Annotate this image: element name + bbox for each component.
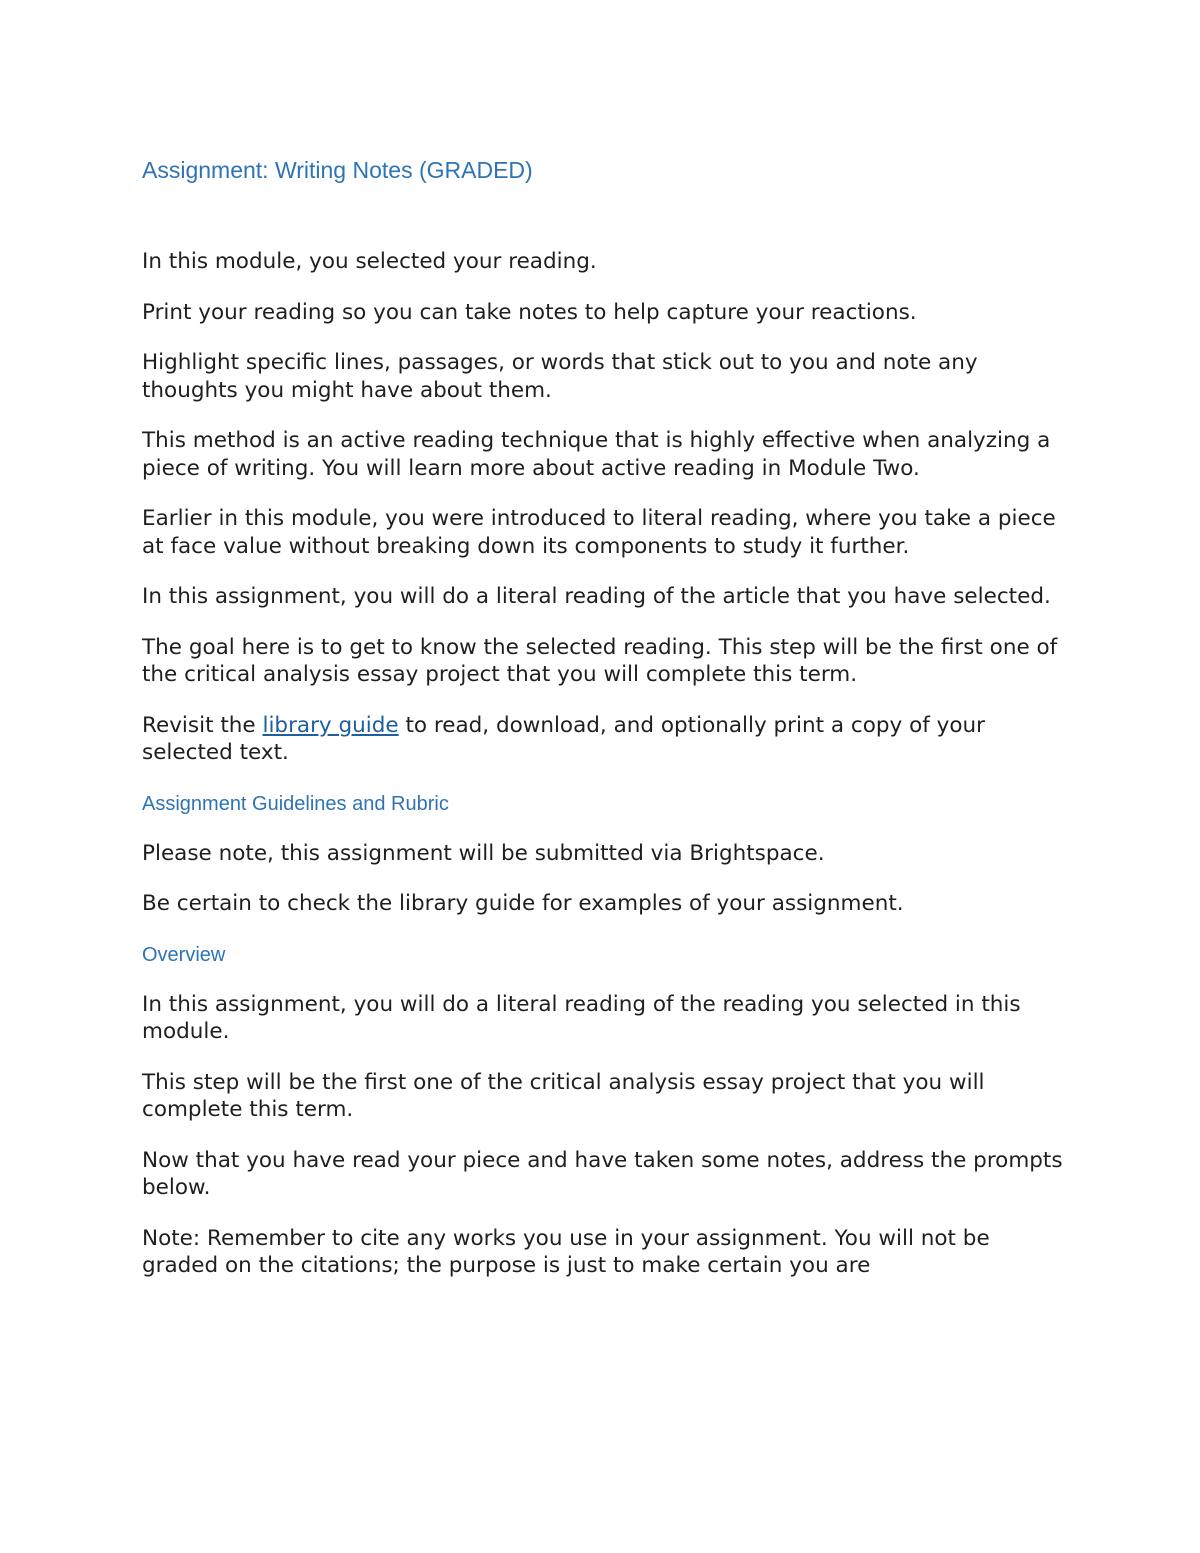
paragraph-active-reading: This method is an active reading technique that is highly effective when analyzing a piece of writing. You will learn more about active reading in Module Two. [142, 428, 1051, 481]
paragraph-revisit [142, 712, 1072, 767]
overview-heading: Overview [142, 943, 226, 966]
document-title: Assignment: Writing Notes (GRADED) [142, 157, 533, 183]
paragraph-selected-reading: In this module, you selected your reading. [142, 249, 597, 274]
paragraph-overview-note: Note: Remember to cite any works you use in your assignment. You will not be graded on the citations; the purpose is just to make certain you are [142, 1225, 990, 1278]
guidelines-heading: Assignment Guidelines and Rubric [142, 792, 449, 815]
paragraph-highlight: Highlight specific lines, passages, or words that stick out to you and note any thoughts you might have about them. [142, 350, 978, 403]
paragraph-overview-prompts: Now that you have read your piece and have taken some notes, address the prompts below. [142, 1147, 1063, 1200]
paragraph-literal-reading: Earlier in this module, you were introduced to literal reading, where you take a piece at face value without breaking down its components to study it further. [142, 506, 1056, 559]
document-body [142, 155, 1072, 1303]
paragraph-overview-first-step: This step will be the first one of the critical analysis essay project that you will complete this term. [142, 1069, 985, 1122]
paragraph-print-reading: Print your reading so you can take notes to help capture your reactions. [142, 299, 917, 325]
paragraph-brightspace: Please note, this assignment will be submitted via Brightspace. [142, 840, 825, 866]
paragraph-check-library: Be certain to check the library guide for examples of your assignment. [142, 891, 904, 916]
revisit-text-after: to read, download, and optionally print a copy of your selected text. [142, 712, 985, 765]
paragraph-overview-literal: In this assignment, you will do a literal reading of the reading you selected in this module. [142, 991, 1021, 1044]
paragraph-goal: The goal here is to get to know the selected reading. This step will be the first one of the critical analysis essay project that you will complete this term. [142, 634, 1058, 687]
revisit-text-before: Revisit the [142, 712, 263, 738]
library-guide-link[interactable]: library guide [262, 712, 399, 738]
paragraph-assignment-literal: In this assignment, you will do a literal reading of the article that you have selected. [142, 584, 1051, 609]
